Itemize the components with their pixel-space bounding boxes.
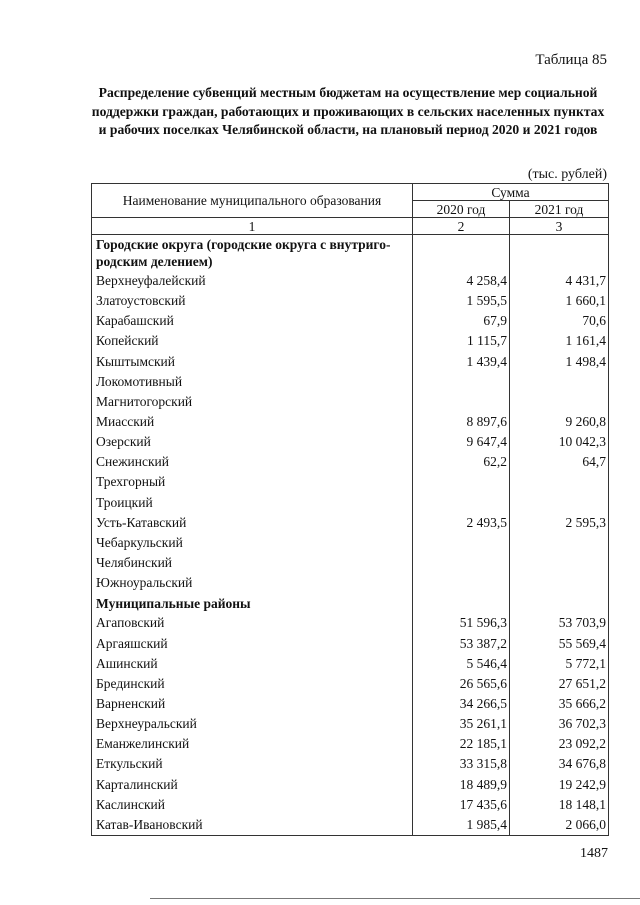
amount-2021: 1 498,4 [510,352,609,372]
header-index-3: 3 [510,218,609,235]
table-header [92,184,609,235]
amount-2021: 1 660,1 [510,291,609,311]
table-row [92,654,609,674]
amount-2021: 27 651,2 [510,674,609,694]
table-row [92,412,609,432]
header-index-2: 2 [413,218,510,235]
amount-2021: 5 772,1 [510,654,609,674]
table-row [92,513,609,533]
table-number: Таблица 85 [535,52,607,68]
amount-2020 [413,493,510,513]
amount-2021 [510,493,609,513]
amount-2020: 17 435,6 [413,795,510,815]
amount-2020 [413,573,510,593]
table-row [92,533,609,553]
header-sum: Сумма [413,184,609,201]
table-row [92,694,609,714]
amount-2020 [413,553,510,573]
amount-2021: 18 148,1 [510,795,609,815]
amount-2020: 1 439,4 [413,352,510,372]
municipality-name: Каслинский [92,795,413,815]
amount-2020 [413,533,510,553]
amount-2020 [413,472,510,492]
amount-2020: 26 565,6 [413,674,510,694]
amount-2021: 55 569,4 [510,634,609,654]
municipality-name: Аргаяшский [92,634,413,654]
amount-2020: 9 647,4 [413,432,510,452]
amount-2021 [510,533,609,553]
municipality-name: Магнитогорский [92,392,413,412]
amount-2021: 70,6 [510,311,609,331]
amount-2020: 1 595,5 [413,291,510,311]
amount-2021 [510,573,609,593]
municipality-name: Верхнеуфалейский [92,271,413,291]
municipality-name: Локомотивный [92,372,413,392]
amount-2021: 36 702,3 [510,714,609,734]
subvention-table [91,183,609,836]
amount-2021 [510,392,609,412]
table-row [92,271,609,291]
amount-2021: 35 666,2 [510,694,609,714]
municipality-name: Варненский [92,694,413,714]
amount-2020: 1 985,4 [413,815,510,836]
amount-2021: 1 161,4 [510,331,609,351]
amount-2021 [510,372,609,392]
header-name-column: Наименование муниципального образования [92,184,413,218]
header-year-2021: 2021 год [510,201,609,218]
table-row [92,311,609,331]
amount-2021: 10 042,3 [510,432,609,452]
table-row [92,674,609,694]
table-row [92,553,609,573]
table-row [92,331,609,351]
amount-2020: 51 596,3 [413,613,510,633]
amount-2020: 4 258,4 [413,271,510,291]
table-row [92,291,609,311]
bottom-rule [150,898,640,899]
municipality-name: Кыштымский [92,352,413,372]
municipality-name: Еманжелинский [92,734,413,754]
municipality-name: Златоустовский [92,291,413,311]
table-row [92,432,609,452]
table-row [92,613,609,633]
municipality-name: Чебаркульский [92,533,413,553]
table-row [92,372,609,392]
amount-2020: 2 493,5 [413,513,510,533]
amount-2021: 2 066,0 [510,815,609,836]
amount-2021 [510,593,609,613]
amount-2021: 34 676,8 [510,754,609,774]
header-year-2020: 2020 год [413,201,510,218]
municipality-name: Карабашский [92,311,413,331]
amount-2021 [510,235,609,272]
municipality-name: Миасский [92,412,413,432]
amount-2021: 64,7 [510,452,609,472]
amount-2020: 33 315,8 [413,754,510,774]
amount-2021: 4 431,7 [510,271,609,291]
table-row [92,634,609,654]
table-row [92,472,609,492]
municipality-name: Карталинский [92,775,413,795]
municipality-name: Ашинский [92,654,413,674]
table-row [92,452,609,472]
municipality-name: Городские округа (городские округа с внутриго-родским делением) [92,235,413,272]
municipality-name: Верхнеуральский [92,714,413,734]
municipality-name: Катав-Ивановский [92,815,413,836]
units-label: (тыс. рублей) [527,167,607,182]
municipality-name: Усть-Катавский [92,513,413,533]
table-row [92,775,609,795]
table-row [92,754,609,774]
amount-2020 [413,372,510,392]
municipality-name: Южноуральский [92,573,413,593]
municipality-name: Муниципальные районы [92,593,413,613]
amount-2021: 9 260,8 [510,412,609,432]
municipality-name: Троицкий [92,493,413,513]
amount-2020: 34 266,5 [413,694,510,714]
amount-2020: 67,9 [413,311,510,331]
table-row [92,493,609,513]
municipality-name: Озерский [92,432,413,452]
section-row [92,593,609,613]
amount-2021: 2 595,3 [510,513,609,533]
amount-2020 [413,392,510,412]
municipality-name: Копейский [92,331,413,351]
amount-2020: 8 897,6 [413,412,510,432]
amount-2020: 5 546,4 [413,654,510,674]
table-row [92,795,609,815]
municipality-name: Агаповский [92,613,413,633]
amount-2021: 19 242,9 [510,775,609,795]
page-number: 1487 [580,846,608,861]
table-row [92,573,609,593]
amount-2020: 62,2 [413,452,510,472]
amount-2020: 18 489,9 [413,775,510,795]
header-index-1: 1 [92,218,413,235]
municipality-name: Челябинский [92,553,413,573]
table-row [92,815,609,836]
municipality-name: Трехгорный [92,472,413,492]
amount-2021: 23 092,2 [510,734,609,754]
municipality-name: Еткульский [92,754,413,774]
section-row [92,235,609,272]
table-row [92,352,609,372]
table-row [92,714,609,734]
amount-2020 [413,593,510,613]
amount-2020: 53 387,2 [413,634,510,654]
amount-2021 [510,472,609,492]
table-body [92,235,609,836]
table-row [92,734,609,754]
amount-2020: 1 115,7 [413,331,510,351]
amount-2020 [413,235,510,272]
document-title: Распределение субвенций местным бюджетам на осуществление мер социальной поддержки граждан, работающих и проживающих в сельских населенных пунктах и рабочих поселках Челябинской области, на плановый период 2020 и 2021 годов [91,85,605,137]
amount-2021: 53 703,9 [510,613,609,633]
municipality-name: Брединский [92,674,413,694]
amount-2020: 35 261,1 [413,714,510,734]
municipality-name: Снежинский [92,452,413,472]
table-row [92,392,609,412]
amount-2020: 22 185,1 [413,734,510,754]
amount-2021 [510,553,609,573]
